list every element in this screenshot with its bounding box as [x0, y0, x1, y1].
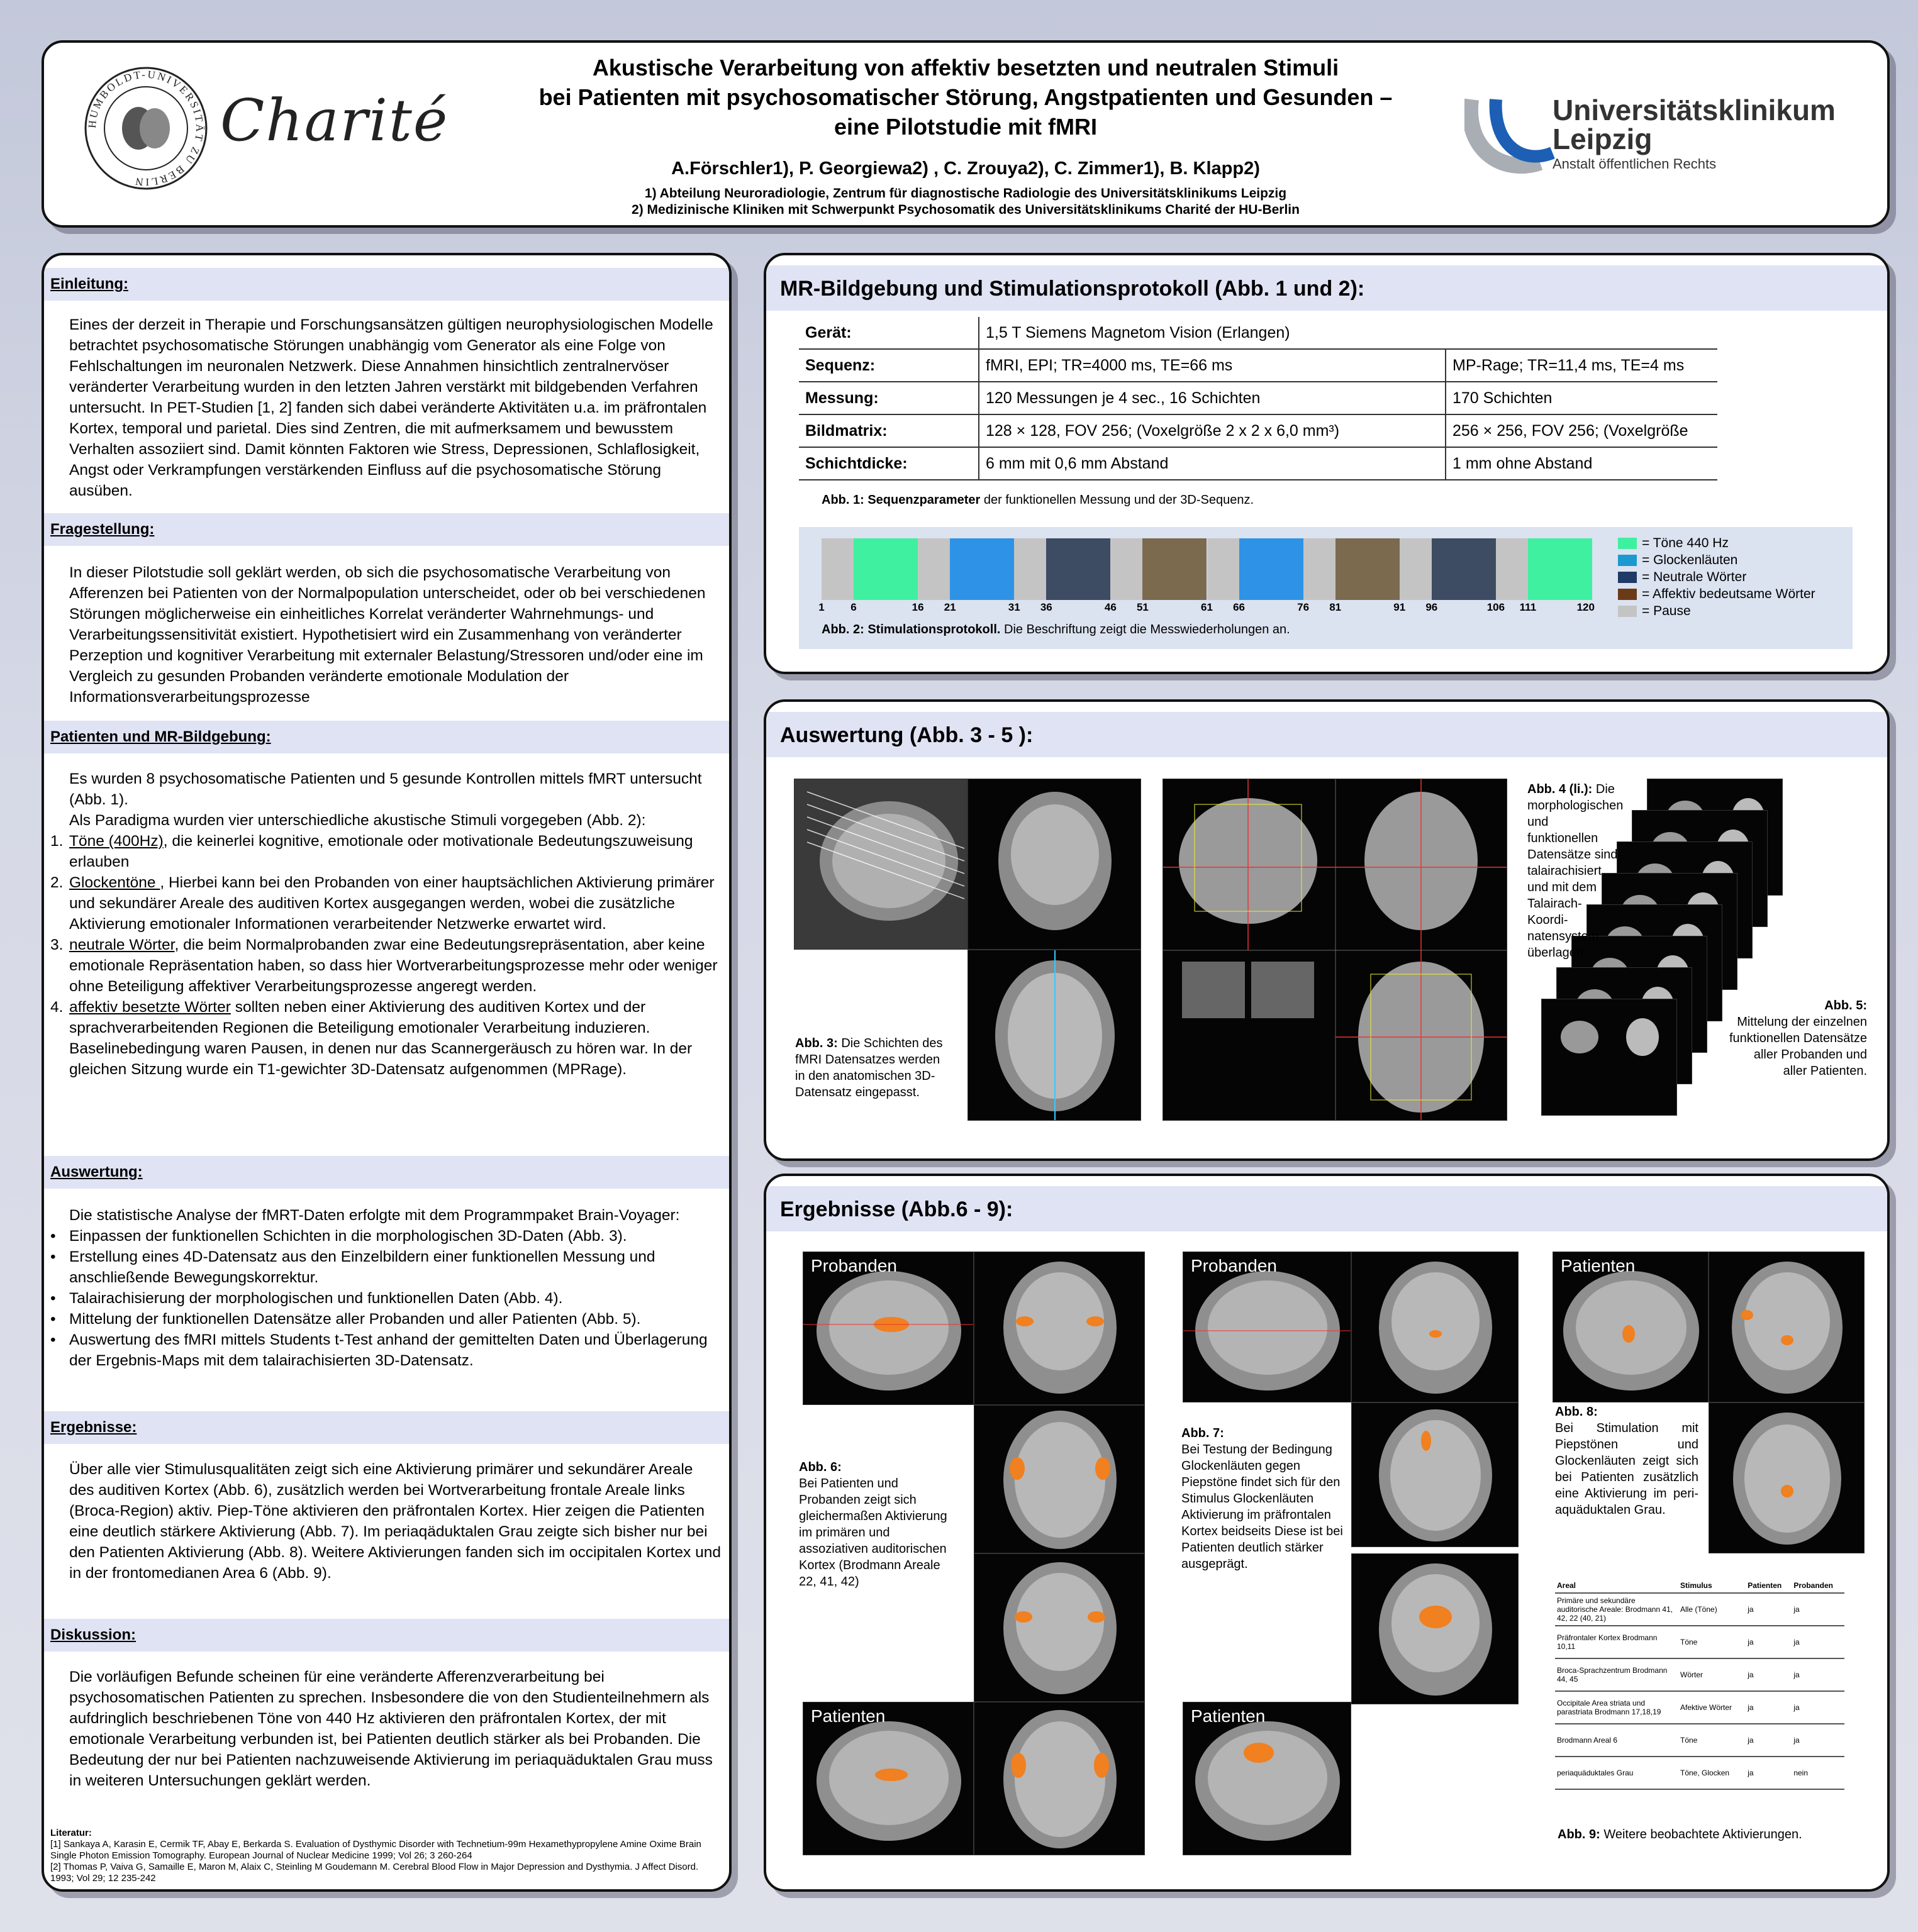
protocol-block-glocken — [950, 538, 1014, 600]
patienten-intro-2: Als Paradigma wurden vier unterschiedliche akustische Stimuli vorgegeben (Abb. 2): — [69, 812, 646, 829]
parameter-value-3d: 170 Schichten — [1446, 382, 1717, 414]
table-row — [1555, 1724, 1844, 1757]
title-line-2: bei Patienten mit psychosomatischer Störung, Angstpatienten und Gesunden – — [538, 84, 1393, 110]
abb8-patienten-axial — [1709, 1402, 1865, 1553]
protocol-block-pause — [1400, 538, 1432, 600]
abb1-caption: Abb. 1: Sequenzparameter der funktionellen Messung und der 3D-Sequenz. — [822, 493, 1254, 507]
abb7-patienten-coronal — [1351, 1553, 1519, 1704]
stimulus-name: affektiv besetzte Wörter — [69, 999, 231, 1016]
table-cell: Afektive Wörter — [1678, 1691, 1746, 1724]
authors: A.Förschler1), P. Georgiewa2) , C. Zrouya2), C. Zimmer1), B. Klapp2) — [671, 158, 1260, 179]
abb3-caption: Abb. 3: Die Schichten des fMRI Datensatzes werden in den anatomischen 3D-Datensatz eingepasst. — [795, 1036, 943, 1099]
title-line-1: Akustische Verarbeitung von affektiv besetzten und neutralen Stimuli — [592, 55, 1339, 80]
protocol-legend — [1618, 535, 1815, 619]
stimulus-description: , die beim Normalprobanden zwar eine Bedeutungsrepräsentation, aber keine emotionale Repräsentation haben, so dass hier Wortverarbeitungsprozesse mehr oder weniger ohne Beteiligung affektiver Verarbeitungsprozesse angeregt werden. — [69, 936, 718, 995]
table-row — [1555, 1626, 1844, 1658]
item-number: 1. — [50, 833, 64, 850]
probanden-label: Probanden — [811, 1256, 898, 1275]
abb8-patienten-coronal — [1709, 1252, 1865, 1402]
protocol-block-pause — [1110, 538, 1142, 600]
abb6-probanden-axial — [974, 1405, 1145, 1553]
mr-protocol-panel — [764, 253, 1890, 674]
item-number: 4. — [50, 999, 64, 1016]
abb7-caption: Abb. 7: Bei Testung der Bedingung Glockenläuten gegen Piepstöne findet sich für den Stimulus Glockenläuten Aktivierung im präfrontalen Kortex beidseits Diese ist bei Patienten deutlich stärker ausgeprägt. — [1181, 1426, 1343, 1571]
fragestellung-text: In dieser Pilotstudie soll geklärt werden, ob sich die psychosomatische Verarbeitung von Afferenzen bei Patienten von der Normalpopulation unterscheidet, oder ob bei verschiedenen Störungen möglicherweise ein einheitliches Korrelat veränderter Wahrnehmungs- und Verarbeitungssensitivität existiert. Hypothetisiert wird ein Zusammenhang von veränderter Perzeption und kognitiver Verarbeitung mit externaler Belastung/Stressoren und/oder eine im Vergleich zu gesunden Probanden veränderte emotionale Modulation der Informationsverarbeitungsprozesse — [69, 564, 706, 706]
table-row — [1555, 1691, 1844, 1724]
literatur-heading: Literatur: — [50, 1828, 92, 1838]
protocol-tick-label: 36 — [1040, 601, 1052, 613]
mr-heading: MR-Bildgebung und Stimulationsprotokoll (Abb. 1 und 2): — [766, 265, 1887, 311]
legend-swatch — [1618, 555, 1637, 566]
abb6-patienten-axial — [974, 1702, 1145, 1855]
table-header-cell: Patienten — [1746, 1579, 1792, 1593]
ergebnisse-text: Über alle vier Stimulusqualitäten zeigt sich eine Aktivierung primärer und sekundärer Areale des auditiven Kortex (Abb. 6), zusätzlich werden bei Wortverarbeitung frontale Areale links (Broca-Region) aktiv. Piep-Töne aktivieren den präfrontalen Kortex. Hier zeigen die Patienten eine deutlich stärkere Aktivierung (Abb. 7). Im periaqäduktalen Grau zeigte sich bisher nur bei den Patienten Aktivierung (Abb. 8). Weitere Aktivierungen fanden sich im occipitalen Kortex und in der frontomedianen Area 6 (Abb. 9). — [69, 1461, 721, 1582]
stimulus-item — [50, 935, 722, 997]
stimulus-list — [50, 831, 722, 1080]
affiliation-1: 1) Abteilung Neuroradiologie, Zentrum für diagnostische Radiologie des Universitätsklinikums Leipzig — [644, 186, 1287, 201]
probanden-label-2: Probanden — [1191, 1256, 1278, 1275]
protocol-tick-label: 66 — [1233, 601, 1245, 613]
table-cell: ja — [1792, 1626, 1844, 1658]
protocol-block-affektiv — [1142, 538, 1207, 600]
protocol-block-affektiv — [1335, 538, 1400, 600]
patienten-text — [50, 769, 722, 1080]
step-text: Mittelung der funktionellen Datensätze aller Probanden und aller Patienten (Abb. 5). — [69, 1311, 641, 1328]
abb8-caption: Abb. 8: Bei Stimulation mit Piepstönen und Glockenläuten zeigt sich bei Patienten zusätzlich eine Aktivierung im peri-aquäduktalen Grau. — [1555, 1405, 1698, 1517]
auswertung-heading: Auswertung: — [44, 1156, 729, 1189]
table-row — [1555, 1658, 1844, 1691]
protocol-tick-label: 6 — [850, 601, 857, 613]
table-cell: ja — [1746, 1757, 1792, 1789]
auswertung-step — [50, 1309, 722, 1330]
abb9-caption: Abb. 9: Weitere beobachtete Aktivierungen. — [1558, 1828, 1802, 1841]
protocol-block-glocken — [1239, 538, 1303, 600]
protocol-block-neutral — [1046, 538, 1110, 600]
legend-swatch — [1618, 606, 1637, 617]
protocol-tick-label: 46 — [1104, 601, 1117, 613]
auswertung-text — [50, 1205, 722, 1371]
table-cell: Wörter — [1678, 1658, 1746, 1691]
parameter-value-fmri: 6 mm mit 0,6 mm Abstand — [979, 447, 1446, 480]
parameter-name: Sequenz: — [799, 349, 979, 382]
parameter-name: Bildmatrix: — [799, 414, 979, 447]
table-cell: Präfrontaler Kortex Brodmann 10,11 — [1555, 1626, 1678, 1658]
ukl-logo-line-3: Anstalt öffentlichen Rechts — [1553, 156, 1717, 172]
stimulus-item — [50, 997, 722, 1080]
parameter-value-fmri: fMRI, EPI; TR=4000 ms, TE=66 ms — [979, 349, 1446, 382]
protocol-block-pause — [1496, 538, 1528, 600]
auswertung-panel-heading: Auswertung (Abb. 3 - 5 ): — [766, 712, 1887, 757]
parameter-value: 1,5 T Siemens Magnetom Vision (Erlangen) — [979, 317, 1717, 349]
auswertung-panel — [764, 699, 1890, 1161]
parameter-name: Messung: — [799, 382, 979, 414]
ukl-logo-line-1: Universitätsklinikum — [1553, 94, 1836, 126]
abb6-patienten-coronal — [974, 1553, 1145, 1702]
protocol-tick-label: 51 — [1136, 601, 1149, 613]
patienten-label: Patienten — [811, 1706, 886, 1726]
ergebnisse-heading: Ergebnisse: — [44, 1411, 729, 1444]
legend-swatch — [1618, 589, 1637, 600]
protocol-ticks — [799, 601, 1595, 616]
protocol-block-pause — [1303, 538, 1335, 600]
step-text: Einpassen der funktionellen Schichten in die morphologischen 3D-Daten (Abb. 3). — [69, 1228, 627, 1245]
table-cell: ja — [1792, 1724, 1844, 1757]
stimulus-description: , die keinerlei kognitive, emotionale oder motivationale Bedeutungszuweisung erlauben — [69, 833, 693, 870]
table-cell: ja — [1792, 1658, 1844, 1691]
legend-entry — [1618, 535, 1815, 552]
protocol-block-pause — [918, 538, 950, 600]
legend-entry — [1618, 552, 1815, 569]
patienten-intro-1: Es wurden 8 psychosomatische Patienten und 5 gesunde Kontrollen mittels fMRT untersucht (Abb. 1). — [69, 770, 702, 808]
humboldt-seal-logo — [83, 65, 209, 191]
literatur — [50, 1828, 723, 1884]
parameter-row — [799, 349, 1717, 382]
auswertung-step — [50, 1288, 722, 1309]
protocol-tick-label: 21 — [944, 601, 956, 613]
bullet-icon: • — [50, 1331, 56, 1348]
table-row — [1555, 1757, 1844, 1789]
abb6-patienten-sagittal — [803, 1702, 974, 1855]
table-header-cell: Areal — [1555, 1579, 1678, 1593]
auswertung-step — [50, 1226, 722, 1246]
legend-label: = Affektiv bedeutsame Wörter — [1642, 587, 1815, 601]
table-cell: ja — [1792, 1593, 1844, 1626]
ergebnisse-panel — [764, 1174, 1890, 1892]
legend-label: = Glockenläuten — [1642, 553, 1738, 567]
ukl-logo — [1464, 93, 1867, 187]
protocol-tick-label: 106 — [1486, 601, 1505, 613]
auswertung-step — [50, 1246, 722, 1288]
table-cell: Broca-Sprachzentrum Brodmann 44, 45 — [1555, 1658, 1678, 1691]
abb7-probanden-axial — [1351, 1402, 1519, 1547]
stimulus-item — [50, 831, 722, 872]
step-text: Auswertung des fMRI mittels Students t-Test anhand der gemittelten Daten und Überlagerung der Ergebnis-Maps mit dem talairachisierten 3D-Datensatz. — [69, 1331, 708, 1369]
table-cell: ja — [1746, 1658, 1792, 1691]
protocol-block-töne — [1528, 538, 1592, 600]
reference-2: [2] Thomas P, Vaiva G, Samaille E, Maron M, Alaix C, Steinling M Goudemann M. Cerebral Blood Flow in Major Depression and Dysthymia. J Affect Disord. 1993; Vol 29; 12 235-242 — [50, 1862, 699, 1884]
table-cell: ja — [1746, 1626, 1792, 1658]
parameter-value-fmri: 128 × 128, FOV 256; (Voxelgröße 2 x 2 x 6,0 mm³) — [979, 414, 1446, 447]
sequence-parameter-table — [799, 317, 1717, 480]
legend-swatch — [1618, 572, 1637, 583]
item-number: 2. — [50, 874, 64, 891]
coronal-slice-image — [967, 779, 1141, 950]
stimulus-name: Töne (400Hz) — [69, 833, 164, 850]
parameter-name: Gerät: — [799, 317, 979, 349]
step-text: Erstellung eines 4D-Datensatz aus den Einzelbildern einer funktionellen Messung und anschließende Bewegungskorrektur. — [69, 1248, 655, 1286]
left-text-panel — [42, 253, 732, 1892]
parameter-value-3d: MP-Rage; TR=11,4 ms, TE=4 ms — [1446, 349, 1717, 382]
bullet-icon: • — [50, 1311, 56, 1328]
protocol-block-pause — [1014, 538, 1046, 600]
parameter-row — [799, 382, 1717, 414]
poster-header — [42, 40, 1890, 228]
parameter-value-3d: 1 mm ohne Abstand — [1446, 447, 1717, 480]
parameter-value-3d: 256 × 256, FOV 256; (Voxelgröße — [1446, 414, 1717, 447]
einleitung-text: Eines der derzeit in Therapie und Forschungsansätzen gültigen neurophysiologischen Modelle betrachtet psychosomatische Störungen unabhängig vom Generator als eine Folge von Fehlschaltungen im neuronalen Netzwerk. Diese Annahmen hinsichtlich zentralnervöser veränderter Verarbeitung wurden in den letzten Jahren verstärkt mit bildgebenden Verfahren untersucht. In PET-Studien [1, 2] fanden sich dabei veränderte Aktivitäten u.a. im präfrontalen Kortex, temporal und parietal. Dies sind Zentren, die mit aufmerksamem und bewusstem Verhalten assoziiert sind. Damit könnten Faktoren wie Stress, Depressionen, Schlaflosigkeit, Angst oder Verkrampfungen verstärkenden Einfluss auf die psychosomatische Störung ausüben. — [69, 316, 713, 499]
auswertung-intro: Die statistische Analyse der fMRT-Daten erfolgte mit dem Programmpaket Brain-Voyager: — [69, 1207, 680, 1224]
abb5-caption: Abb. 5: Mittelung der einzelnen funktionellen Datensätze aller Probanden und aller Patienten. — [1729, 999, 1867, 1078]
table-cell: ja — [1746, 1724, 1792, 1757]
protocol-tick-label: 31 — [1008, 601, 1020, 613]
fragestellung-heading: Fragestellung: — [44, 513, 729, 546]
table-header-cell: Stimulus — [1678, 1579, 1746, 1593]
protocol-block-pause — [822, 538, 854, 600]
legend-swatch — [1618, 538, 1637, 549]
protocol-tick-label: 111 — [1519, 601, 1537, 613]
poster-title — [447, 53, 1485, 142]
auswertung-step — [50, 1330, 722, 1371]
charite-logo: Charité — [220, 87, 449, 154]
protocol-tick-label: 120 — [1576, 601, 1595, 613]
averaged-dataset-image — [1541, 999, 1677, 1116]
parameter-row — [799, 414, 1717, 447]
parameter-name: Schichtdicke: — [799, 447, 979, 480]
table-cell: Primäre und sekundäre auditorische Areale: Brodmann 41, 42, 22 (40, 21) — [1555, 1593, 1678, 1626]
talairach-grid-image — [1163, 779, 1507, 1121]
legend-entry — [1618, 602, 1815, 619]
table-cell: Brodmann Areal 6 — [1555, 1724, 1678, 1757]
protocol-tick-label: 96 — [1425, 601, 1438, 613]
table-cell: Occipitale Area striata und parastriata Brodmann 17,18,19 — [1555, 1691, 1678, 1724]
table-cell: Töne, Glocken — [1678, 1757, 1746, 1789]
diskussion-text: Die vorläufigen Befunde scheinen für eine veränderte Afferenzverarbeitung bei psychosomatischen Patienten zu sprechen. Insbesondere die von den Studienteilnehmern als aufdringlich beschriebenen Töne von 440 Hz aktivieren den präfrontalen Kortex, der mit emotionale Verarbeitung verbunden ist, bei Patienten deutlich stärker als bei Probanden. Die Bedeutung der nur bei Patienten nachzuweisende Aktivierung im periaquäduktalen Grau muss in weiteren Untersuchungen geklärt werden. — [69, 1668, 713, 1789]
svg-text:HUMBOLDT-UNIVERSITÄT ZU BERLIN: HUMBOLDT-UNIVERSITÄT ZU BERLIN — [86, 68, 206, 189]
ergebnisse-panel-heading: Ergebnisse (Abb.6 - 9): — [766, 1186, 1887, 1231]
ukl-logo-line-2: Leipzig — [1553, 123, 1653, 155]
abb6-caption: Abb. 6: Bei Patienten und Probanden zeigt sich gleichermaßen Aktivierung im primären und assoziativen auditorischen Kortex (Brodmann Areale 22, 41, 42) — [799, 1460, 947, 1589]
stimulus-item — [50, 872, 722, 935]
stimulus-description: sollten neben einer Aktivierung des auditiven Kortex und der sprachverarbeitenden Regionen die Beteiligung emotionaler Verarbeitung induzieren. Baselinebedingung waren Pausen, in denen nur das Scannergeräusch zu hören war. In der gleichen Sitzung wurde ein T1-gewichter 3D-Datensatz aufgenommen (MPRage). — [69, 999, 693, 1078]
table-cell: Alle (Töne) — [1678, 1593, 1746, 1626]
legend-entry — [1618, 569, 1815, 586]
affiliation-2: 2) Medizinische Kliniken mit Schwerpunkt Psychosomatik des Universitätsklinikums Charité der HU-Berlin — [632, 203, 1300, 217]
reference-1: [1] Sankaya A, Karasin E, Cermik TF, Abay E, Berkarda S. Evaluation of Dysthymic Disorder with Technetium-99m Hexamethypropylene Amine Oxime Brain Single Photon Emission Tomography. European Journal of Nuclear Medicine 1999; Vol 26; 3 260-264 — [50, 1839, 701, 1861]
diskussion-heading: Diskussion: — [44, 1619, 729, 1652]
patienten-heading: Patienten und MR-Bildgebung: — [44, 721, 729, 753]
patienten-label-3: Patienten — [1561, 1256, 1636, 1275]
patienten-label-2: Patienten — [1191, 1706, 1266, 1726]
legend-label: = Pause — [1642, 604, 1691, 618]
legend-label: = Neutrale Wörter — [1642, 570, 1747, 584]
legend-entry — [1618, 586, 1815, 602]
abb2-caption: Abb. 2: Stimulationsprotokoll. Die Beschriftung zeigt die Messwiederholungen an. — [822, 623, 1290, 636]
protocol-tick-label: 81 — [1329, 601, 1342, 613]
table-header-cell: Probanden — [1792, 1579, 1844, 1593]
title-line-3: eine Pilotstudie mit fMRI — [834, 114, 1098, 140]
abb6-probanden-sagittal — [803, 1252, 974, 1405]
protocol-block-pause — [1207, 538, 1239, 600]
protocol-tick-label: 76 — [1297, 601, 1310, 613]
abb7-probanden-sagittal — [1183, 1252, 1351, 1402]
abb4-caption: Abb. 4 (li.): Die morphologischen und funktionellen Datensätze sind talairachisiert und mit dem Talairach-Koordi-natensystem überlagert. — [1527, 782, 1624, 960]
table-cell: Töne — [1678, 1724, 1746, 1757]
abb8-patienten-sagittal — [1553, 1252, 1709, 1402]
protocol-tick-label: 61 — [1201, 601, 1213, 613]
abb7-patienten-sagittal — [1183, 1702, 1351, 1855]
step-text: Talairachisierung der morphologischen und funktionellen Daten (Abb. 4). — [69, 1290, 563, 1307]
parameter-row — [799, 317, 1717, 349]
table-row — [1555, 1593, 1844, 1626]
parameter-row — [799, 447, 1717, 480]
table-cell: ja — [1746, 1593, 1792, 1626]
legend-label: = Töne 440 Hz — [1642, 536, 1729, 550]
stimulus-name: neutrale Wörter — [69, 936, 175, 953]
stimulus-description: , Hierbei kann bei den Probanden von einer hauptsächlichen Aktivierung primärer und sekundärer Areale des auditiven Kortex ausgegangen werden, wobei die zusätzliche Aktivierung emotionaler Informationen verarbeitender Netzwerke erwartet wird. — [69, 874, 715, 933]
table-header-row — [1555, 1579, 1844, 1593]
abb7-probanden-coronal — [1351, 1252, 1519, 1402]
protocol-tick-label: 1 — [818, 601, 825, 613]
sagittal-slice-image — [794, 779, 967, 950]
table-cell: Töne — [1678, 1626, 1746, 1658]
bullet-icon: • — [50, 1228, 56, 1245]
stimulation-protocol — [799, 527, 1853, 649]
axial-slice-image — [967, 950, 1141, 1121]
table-cell: periaquäduktales Grau — [1555, 1757, 1678, 1789]
abb6-probanden-coronal — [974, 1252, 1145, 1405]
parameter-value-fmri: 120 Messungen je 4 sec., 16 Schichten — [979, 382, 1446, 414]
auswertung-list — [50, 1226, 722, 1371]
item-number: 3. — [50, 936, 64, 953]
protocol-tick-label: 91 — [1393, 601, 1406, 613]
protocol-block-neutral — [1432, 538, 1496, 600]
protocol-tick-label: 16 — [912, 601, 924, 613]
stimulus-name: Glockentöne — [69, 874, 160, 891]
protocol-block-töne — [854, 538, 918, 600]
activation-table — [1555, 1579, 1844, 1790]
bullet-icon: • — [50, 1248, 56, 1265]
table-cell: ja — [1792, 1691, 1844, 1724]
bullet-icon: • — [50, 1290, 56, 1307]
table-cell: ja — [1746, 1691, 1792, 1724]
einleitung-heading: Einleitung: — [44, 268, 729, 301]
table-cell: nein — [1792, 1757, 1844, 1789]
